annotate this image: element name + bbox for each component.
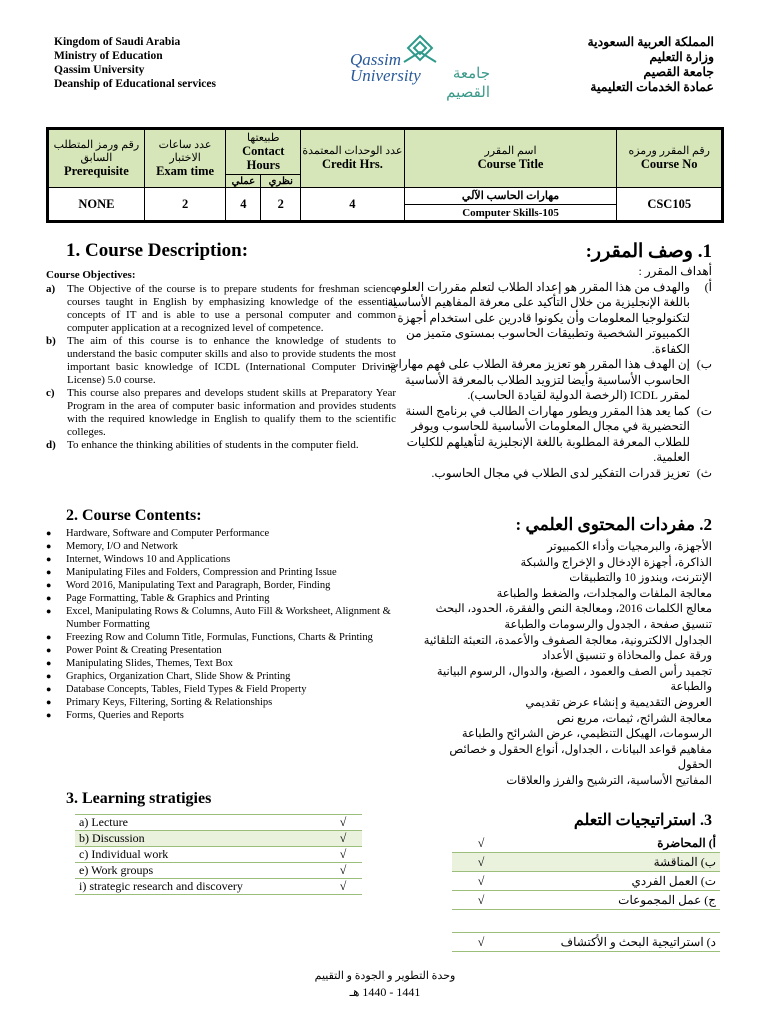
contents-item-text: Memory, I/O and Network bbox=[66, 541, 178, 552]
objective-text: The aim of this course is to enhance the knowledge of students to understand the basic computer skills and also to provide students the most important basic knowledge of ICDL (International Computer Driving License) 5.0 course. bbox=[67, 335, 396, 386]
objective-text: This course also prepares and develops student skills at Preparatory Year Program in the area of computer basic information and provides students with the required knowledge in English to qualify them to the scientific colleges. bbox=[67, 387, 396, 438]
header-ar-line: جامعة القصيم bbox=[643, 65, 714, 79]
ar-objective-text: والهدف من هذا المقرر هو إعداد الطلاب لتعلم مقررات العلوم باللغة الإنجليزية من خلال التأكيد على معرفة المفاهيم الأساسية لتكنولوجيا المعلومات وأن يكونوا قادرين على استخدام أجهزة الكمبيوتر الشخصية وتطبيقات الحاسوب بمستوى متميز من الكفاءة. bbox=[387, 279, 690, 356]
title-value-ar: مهارات الحاسب الآلي bbox=[405, 189, 617, 205]
exam-label-en: Exam time bbox=[156, 163, 215, 178]
contents-item bbox=[46, 644, 396, 657]
header-ar-line: عمادة الخدمات التعليمية bbox=[590, 80, 714, 94]
contents-item bbox=[46, 709, 396, 722]
ar-contents-item: ورقة عمل والمحاذاة و تنسيق الأعداد bbox=[541, 650, 712, 663]
contents-item bbox=[46, 592, 396, 605]
check-icon: √ bbox=[324, 815, 362, 831]
ar-contents-item: والطباعة bbox=[670, 681, 712, 694]
objective-item bbox=[46, 439, 396, 452]
title-value-en: Computer Skills-105 bbox=[462, 207, 559, 219]
credit-header bbox=[301, 129, 405, 188]
strategy-label: c) Individual work bbox=[75, 847, 324, 863]
contents-item-text: Forms, Queries and Reports bbox=[66, 710, 184, 721]
check-icon: √ bbox=[452, 933, 510, 952]
ar-strategy-row bbox=[452, 853, 720, 872]
footer-year: 1441 - 1440 هـ bbox=[349, 985, 421, 999]
ar-strategy-label: ت) العمل الفردي bbox=[510, 872, 720, 891]
strategy-label: b) Discussion bbox=[75, 831, 324, 847]
ar-contents-item: الرسومات، الهيكل التنظيمي، عرض الشرائح والطباعة bbox=[461, 728, 712, 741]
prereq-label-en: Prerequisite bbox=[63, 163, 129, 178]
bullet-icon: ● bbox=[46, 567, 52, 577]
ar-objective-text: تعزيز قدرات التفكير لدى الطلاب في مجال الحاسوب. bbox=[431, 465, 690, 480]
ar-contents-item: تنسيق صفحة ، الجدول والرسومات والطباعة bbox=[504, 618, 712, 631]
ar-objectives-title: أهداف المقرر : bbox=[638, 264, 712, 278]
header-en-line: Deanship of Educational services bbox=[54, 78, 216, 90]
header-en-line: Kingdom of Saudi Arabia bbox=[54, 36, 181, 48]
title-label-en: Course Title bbox=[477, 157, 544, 171]
objective-label: a) bbox=[46, 283, 56, 295]
title-value bbox=[404, 188, 617, 222]
ar-objective-item bbox=[377, 466, 712, 482]
ar-contents-item: معالجة الشرائح، ثيمات، مربع نص bbox=[556, 712, 712, 725]
credit-label-ar: عدد الوحدات المعتمدة bbox=[302, 145, 403, 157]
header-english bbox=[54, 35, 216, 91]
check-icon: √ bbox=[324, 831, 362, 847]
ar-strategy-label: د) استراتيجية البحث و الأكتشاف bbox=[510, 933, 720, 952]
logo-word-university: University bbox=[350, 66, 421, 85]
contents-item-text: Graphics, Organization Chart, Slide Show & Printing bbox=[66, 671, 291, 682]
contents-heading-ar: 2. مفردات المحتوى العلمي : bbox=[515, 515, 712, 534]
practical-value: 4 bbox=[226, 188, 261, 222]
objectives-list-ar bbox=[377, 264, 712, 481]
exam-label-ar: عدد ساعات الاختبار bbox=[158, 138, 212, 164]
bullet-icon: ● bbox=[46, 710, 52, 720]
contents-item bbox=[46, 683, 396, 696]
check-icon: √ bbox=[452, 834, 510, 853]
learning-strategies-table-en bbox=[75, 814, 362, 895]
contents-item-text: Freezing Row and Column Title, Formulas, Functions, Charts & Printing bbox=[66, 632, 373, 643]
contents-item bbox=[46, 670, 396, 683]
contents-item-text: Manipulating Slides, Themes, Text Box bbox=[66, 658, 233, 669]
contents-item bbox=[46, 605, 396, 631]
learning-heading-en: 3. Learning stratigies bbox=[66, 790, 212, 807]
course-info-table bbox=[46, 127, 724, 223]
contents-item-text: Database Concepts, Tables, Field Types & Field Property bbox=[66, 684, 307, 695]
strategy-row bbox=[75, 815, 362, 831]
ar-contents-item: الحقول bbox=[677, 759, 712, 772]
check-icon: √ bbox=[324, 879, 362, 895]
contents-item bbox=[46, 579, 396, 592]
theory-value: 2 bbox=[261, 188, 301, 222]
strategy-label: a) Lecture bbox=[75, 815, 324, 831]
strategy-label: i) strategic research and discovery bbox=[75, 879, 324, 895]
ar-strategy-row bbox=[452, 891, 720, 910]
bullet-icon: ● bbox=[46, 606, 52, 616]
ar-contents-item: الجداول الالكترونية، معالجة الصفوف والأعمدة، التعبئة التلقائية bbox=[423, 634, 712, 647]
course-no-value: CSC105 bbox=[617, 188, 723, 222]
header-en-line: Ministry of Education bbox=[54, 50, 163, 62]
check-icon: √ bbox=[452, 872, 510, 891]
ar-contents-item: العروض التقديمية و إنشاء عرض تقديمي bbox=[525, 696, 712, 709]
ar-objective-text: إن الهدف هذا المقرر هو تعزيز معرفة الطلاب على فهم مهارات الحاسوب الأساسية وأيضا لتزويد الطلاب بالمعرفة الأساسية لمقرر ICDL (الرخصة الدولية لقيادة الحاسب). bbox=[387, 357, 690, 402]
objectives-list-en bbox=[46, 283, 396, 452]
check-icon: √ bbox=[452, 853, 510, 872]
logo-emblem-icon bbox=[398, 34, 442, 68]
description-heading-en: 1. Course Description: bbox=[66, 240, 249, 261]
ar-objective-label: ب) bbox=[696, 357, 712, 371]
contents-item bbox=[46, 631, 396, 644]
contents-item-text: Primary Keys, Filtering, Sorting & Relationships bbox=[66, 697, 273, 708]
contents-item bbox=[46, 657, 396, 670]
objective-item bbox=[46, 283, 396, 335]
logo-text-ar: جامعة القصيم bbox=[446, 66, 490, 101]
contents-heading-en: 2. Course Contents: bbox=[66, 507, 202, 524]
contents-item-text: Power Point & Creating Presentation bbox=[66, 645, 222, 656]
spacer-cell bbox=[452, 910, 510, 933]
course-no-label-ar: رقم المقرر ورمزه bbox=[628, 145, 710, 157]
objective-item bbox=[46, 387, 396, 439]
ar-contents-item: معالج الكلمات 2016، ومعالجة النص والفقرة، الحدود، البحث bbox=[435, 603, 712, 616]
contents-item bbox=[46, 696, 396, 709]
strategy-row bbox=[75, 831, 362, 847]
footer-unit: وحدة التطوير و الجودة و التقييم bbox=[314, 970, 456, 982]
contents-list-en bbox=[46, 527, 396, 722]
exam-header bbox=[144, 129, 226, 188]
contents-item-text: Excel, Manipulating Rows & Columns, Auto Fill & Worksheet, Alignment & Number Formatting bbox=[66, 606, 391, 630]
bullet-icon: ● bbox=[46, 593, 52, 603]
title-header bbox=[404, 129, 617, 188]
practical-subheader: عملي bbox=[226, 175, 261, 188]
bullet-icon: ● bbox=[46, 697, 52, 707]
logo-word-qassim: Qassim bbox=[350, 50, 402, 69]
ar-strategy-label: ب) المناقشة bbox=[510, 853, 720, 872]
contents-item-text: Manipulating Files and Folders, Compression and Printing Issue bbox=[66, 567, 337, 578]
ar-objective-label: ت) bbox=[696, 403, 712, 418]
ar-strategy-row bbox=[452, 933, 720, 952]
objectives-title: Course Objectives: bbox=[46, 269, 136, 281]
objective-text: To enhance the thinking abilities of students in the computer field. bbox=[67, 439, 359, 451]
ar-strategy-spacer-row bbox=[452, 910, 720, 933]
prereq-label-ar: رقم ورمز المتطلب السابق bbox=[53, 138, 140, 164]
contents-item bbox=[46, 553, 396, 566]
header-en-line: Qassim University bbox=[54, 64, 145, 76]
ar-objective-item bbox=[377, 357, 712, 404]
bullet-icon: ● bbox=[46, 528, 52, 538]
objective-text: The Objective of the course is to prepare students for freshman science courses taught in English by emphasizing knowledge of the essential concepts of IT and is able to use a personal computer and common computer application at a recognized level of competence. bbox=[67, 283, 396, 334]
ar-contents-item: تجميد رأس الصف والعمود ، الصيغ، والدوال، الرسوم البيانية bbox=[436, 665, 712, 678]
header-arabic bbox=[587, 35, 714, 95]
header-ar-line: المملكة العربية السعودية bbox=[587, 35, 714, 49]
ar-strategy-row bbox=[452, 834, 720, 853]
header-ar-line: وزارة التعليم bbox=[649, 50, 714, 64]
contents-item bbox=[46, 566, 396, 579]
spacer-cell bbox=[510, 910, 720, 933]
contact-label-ar: طبيعتها bbox=[247, 131, 280, 144]
page-footer bbox=[260, 968, 510, 1000]
objective-label: b) bbox=[46, 335, 56, 347]
prereq-header bbox=[48, 129, 145, 188]
credit-value: 4 bbox=[301, 188, 405, 222]
ar-strategy-row bbox=[452, 872, 720, 891]
ar-objective-item bbox=[377, 404, 712, 466]
check-icon: √ bbox=[452, 891, 510, 910]
bullet-icon: ● bbox=[46, 580, 52, 590]
bullet-icon: ● bbox=[46, 554, 52, 564]
contents-list-ar bbox=[362, 540, 712, 790]
objective-label: c) bbox=[46, 387, 55, 399]
contact-label-en: Contact Hours bbox=[242, 143, 285, 172]
learning-strategies-table-ar bbox=[452, 834, 720, 952]
ar-objective-text: كما يعد هذا المقرر ويطور مهارات الطالب في برنامج السنة التحضيرية في مجال المعلومات الأساسية للحاسوب ويوفر للطلاب المعرفة المطلوبة باللغة الإنجليزية لتأهيلهم للكليات العلمية. bbox=[405, 403, 690, 464]
strategy-row bbox=[75, 847, 362, 863]
contents-item-text: Page Formatting, Table & Graphics and Printing bbox=[66, 593, 270, 604]
course-no-header bbox=[617, 129, 723, 188]
ar-contents-item: الذاكرة، أجهزة الإدخال و الإخراج والشبكة bbox=[520, 556, 712, 569]
bullet-icon: ● bbox=[46, 541, 52, 551]
strategy-label: e) Work groups bbox=[75, 863, 324, 879]
exam-value: 2 bbox=[144, 188, 226, 222]
objective-label: d) bbox=[46, 439, 56, 451]
credit-label-en: Credit Hrs. bbox=[321, 157, 383, 171]
contents-item bbox=[46, 527, 396, 540]
strategy-row bbox=[75, 879, 362, 895]
ar-objective-label: ث) bbox=[696, 465, 712, 480]
learning-heading-ar: 3. استراتيجيات التعلم bbox=[573, 812, 712, 829]
ar-strategy-label: ج) عمل المجموعات bbox=[510, 891, 720, 910]
bullet-icon: ● bbox=[46, 632, 52, 642]
contents-item-text: Hardware, Software and Computer Performance bbox=[66, 528, 270, 539]
contact-header bbox=[226, 129, 301, 175]
ar-contents-item: معالجة الملفات والمجلدات، والضغط والطباعة bbox=[496, 587, 712, 600]
bullet-icon: ● bbox=[46, 658, 52, 668]
ar-strategy-label: أ) المحاضرة bbox=[510, 834, 720, 853]
ar-objective-item bbox=[377, 280, 712, 358]
check-icon: √ bbox=[324, 863, 362, 879]
strategy-row bbox=[75, 863, 362, 879]
ar-contents-item: الإنترنت، ويندوز 10 والتطبيقات bbox=[569, 572, 712, 585]
bullet-icon: ● bbox=[46, 684, 52, 694]
contents-item bbox=[46, 540, 396, 553]
ar-contents-item: المفاتيح الأساسية، الترشيح والفرز والعلاقات bbox=[506, 774, 712, 787]
contents-item-text: Word 2016, Manipulating Text and Paragraph, Border, Finding bbox=[66, 580, 331, 591]
ar-contents-item: الأجهزة، والبرمجيات وأداء الكمبيوتر bbox=[547, 541, 712, 553]
theory-subheader: نظري bbox=[261, 175, 301, 188]
university-logo bbox=[350, 34, 490, 101]
course-no-label-en: Course No bbox=[640, 157, 698, 171]
bullet-icon: ● bbox=[46, 671, 52, 681]
check-icon: √ bbox=[324, 847, 362, 863]
ar-objective-label: أ) bbox=[704, 279, 712, 294]
objective-item bbox=[46, 335, 396, 387]
description-heading-ar: 1. وصف المقرر: bbox=[585, 241, 712, 262]
bullet-icon: ● bbox=[46, 645, 52, 655]
contents-item-text: Internet, Windows 10 and Applications bbox=[66, 554, 231, 565]
ar-contents-item: مفاهيم قواعد البيانات ، الجداول، أنواع الحقول و خصائص bbox=[449, 743, 712, 756]
prereq-value: NONE bbox=[48, 188, 145, 222]
title-label-ar: اسم المقرر bbox=[484, 145, 537, 157]
